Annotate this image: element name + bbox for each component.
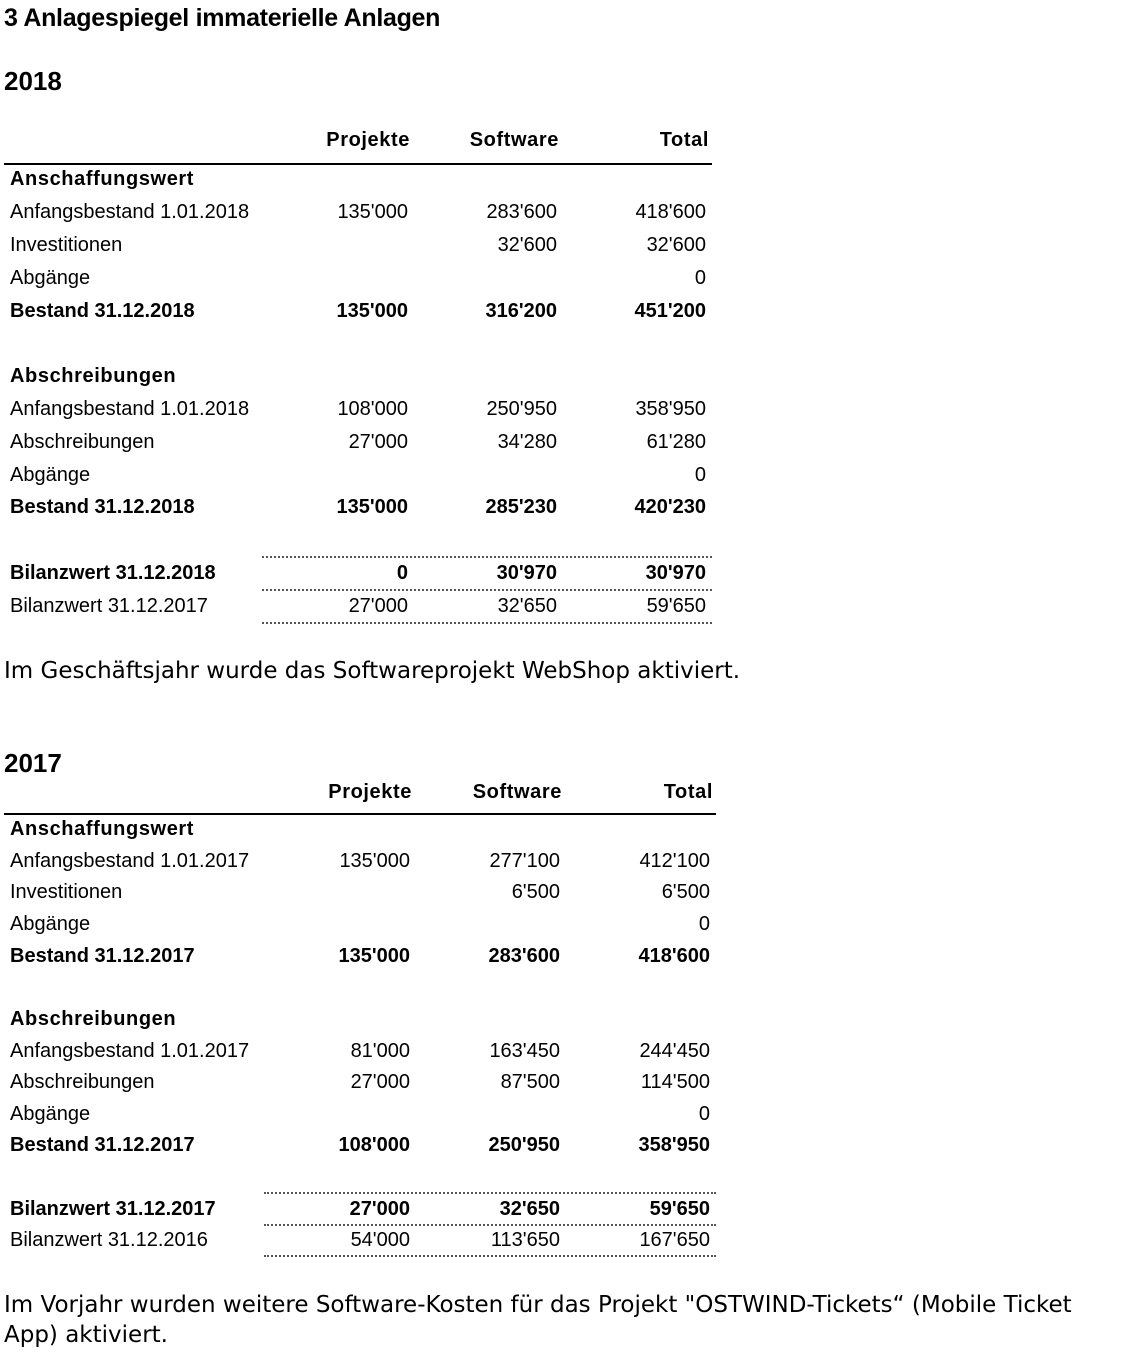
row-label: Anfangsbestand 1.01.2017 — [10, 850, 250, 872]
row-label: Abgänge — [10, 913, 91, 935]
note-2017: Im Vorjahr wurden weitere Software-Kosten für das Projekt "OSTWIND-Tickets“ (Mobile Ticket App) aktiviert. — [4, 1292, 1072, 1348]
cell-software: 283'600 — [486, 201, 557, 223]
cell-projekte: 135'000 — [337, 201, 408, 223]
table-row — [4, 234, 716, 260]
year-heading-2018: 2018 — [4, 66, 62, 96]
cell-software: 277'100 — [489, 850, 560, 872]
cell-total: 61'280 — [646, 431, 706, 453]
table-row-total — [4, 1134, 716, 1160]
row-label: Investitionen — [10, 234, 123, 256]
row-label: Bestand 31.12.2017 — [10, 945, 195, 967]
cell-projekte: 0 — [396, 562, 408, 584]
table-row — [4, 267, 716, 293]
cell-software: 283'600 — [488, 945, 560, 967]
cell-total: 6'500 — [661, 881, 710, 903]
row-label: Bilanzwert 31.12.2017 — [10, 1198, 216, 1220]
group-label-anschaffungswert: Anschaffungswert — [10, 818, 195, 840]
table-row-bilanzwert-prev — [4, 595, 716, 621]
row-label: Abgänge — [10, 1103, 91, 1125]
cell-projekte: 54'000 — [350, 1229, 410, 1251]
table-row-total — [4, 496, 716, 522]
cell-total: 418'600 — [638, 945, 710, 967]
cell-software: 6'500 — [511, 881, 560, 903]
note-2018: Im Geschäftsjahr wurde das Softwareprojekt WebShop aktiviert. — [4, 658, 741, 684]
cell-total: 59'650 — [649, 1198, 710, 1220]
cell-total: 32'600 — [646, 234, 706, 256]
cell-projekte: 108'000 — [338, 1134, 410, 1156]
col-header-total: Total — [663, 781, 713, 803]
table-row — [4, 913, 716, 939]
col-header-projekte: Projekte — [326, 129, 410, 151]
cell-software: 87'500 — [500, 1071, 560, 1093]
table-header — [4, 129, 716, 155]
row-label: Bestand 31.12.2017 — [10, 1134, 195, 1156]
dotted-rule — [264, 1255, 716, 1257]
table-row — [4, 1103, 716, 1129]
cell-software: 113'650 — [490, 1229, 560, 1251]
cell-total: 0 — [698, 913, 710, 935]
section-title: 3 Anlagespiegel immaterielle Anlagen — [4, 4, 441, 32]
table-row — [4, 1040, 716, 1066]
cell-projekte: 135'000 — [336, 496, 408, 518]
header-rule — [4, 813, 716, 815]
row-label: Bestand 31.12.2018 — [10, 300, 195, 322]
table-row-bilanzwert — [4, 1198, 716, 1224]
col-header-software: Software — [472, 781, 562, 803]
row-label: Abschreibungen — [10, 431, 155, 453]
table-row — [4, 398, 716, 424]
cell-total: 451'200 — [634, 300, 706, 322]
col-header-software: Software — [469, 129, 559, 151]
row-label: Anfangsbestand 1.01.2017 — [10, 1040, 250, 1062]
cell-total: 0 — [694, 464, 706, 486]
cell-projekte: 27'000 — [350, 1071, 410, 1093]
group-label-anschaffungswert: Anschaffungswert — [10, 168, 195, 190]
cell-software: 285'230 — [485, 496, 557, 518]
group-label-abschreibungen: Abschreibungen — [10, 1008, 177, 1030]
row-label: Bilanzwert 31.12.2016 — [10, 1229, 208, 1251]
year-heading-2017: 2017 — [4, 748, 62, 778]
table-row — [4, 201, 716, 227]
cell-software: 163'450 — [489, 1040, 560, 1062]
row-label: Abgänge — [10, 267, 91, 289]
cell-total: 420'230 — [634, 496, 706, 518]
row-label: Anfangsbestand 1.01.2018 — [10, 398, 250, 420]
cell-total: 0 — [694, 267, 706, 289]
dotted-rule — [262, 622, 712, 624]
cell-software: 250'950 — [486, 398, 557, 420]
table-row — [4, 850, 716, 876]
table-row-bilanzwert — [4, 562, 716, 588]
cell-software: 250'950 — [488, 1134, 560, 1156]
cell-total: 114'500 — [640, 1071, 710, 1093]
cell-total: 418'600 — [635, 201, 706, 223]
table-row-total — [4, 300, 716, 326]
cell-projekte: 81'000 — [350, 1040, 410, 1062]
header-rule — [4, 163, 712, 165]
cell-total: 0 — [698, 1103, 710, 1125]
cell-software: 30'970 — [496, 562, 557, 584]
table-row-bilanzwert-prev — [4, 1229, 716, 1255]
dotted-rule — [262, 589, 712, 591]
cell-total: 412'100 — [639, 850, 710, 872]
cell-software: 34'280 — [497, 431, 557, 453]
table-row — [4, 464, 716, 490]
cell-total: 244'450 — [639, 1040, 710, 1062]
cell-projekte: 135'000 — [338, 945, 410, 967]
row-label: Abgänge — [10, 464, 91, 486]
cell-projekte: 27'000 — [348, 431, 408, 453]
cell-projekte: 27'000 — [349, 1198, 410, 1220]
row-label: Anfangsbestand 1.01.2018 — [10, 201, 250, 223]
col-header-total: Total — [659, 129, 709, 151]
cell-projekte: 135'000 — [339, 850, 410, 872]
group-label-abschreibungen: Abschreibungen — [10, 365, 177, 387]
dotted-rule — [262, 556, 712, 558]
row-label: Bestand 31.12.2018 — [10, 496, 195, 518]
dotted-rule — [264, 1224, 716, 1226]
dotted-rule — [264, 1192, 716, 1194]
cell-total: 59'650 — [646, 595, 706, 617]
cell-software: 32'650 — [499, 1198, 560, 1220]
cell-total: 358'950 — [638, 1134, 710, 1156]
table-row-total — [4, 945, 716, 971]
table-row — [4, 1071, 716, 1097]
row-label: Bilanzwert 31.12.2018 — [10, 562, 216, 584]
table-header — [4, 781, 716, 807]
row-label: Investitionen — [10, 881, 123, 903]
table-row — [4, 881, 716, 907]
row-label: Bilanzwert 31.12.2017 — [10, 595, 208, 617]
cell-software: 32'650 — [497, 595, 557, 617]
row-label: Abschreibungen — [10, 1071, 155, 1093]
cell-software: 32'600 — [497, 234, 557, 256]
table-row — [4, 431, 716, 457]
cell-total: 358'950 — [635, 398, 706, 420]
cell-projekte: 108'000 — [337, 398, 408, 420]
cell-total: 30'970 — [645, 562, 706, 584]
cell-software: 316'200 — [485, 300, 557, 322]
cell-total: 167'650 — [639, 1229, 710, 1251]
col-header-projekte: Projekte — [328, 781, 412, 803]
cell-projekte: 27'000 — [348, 595, 408, 617]
cell-projekte: 135'000 — [336, 300, 408, 322]
